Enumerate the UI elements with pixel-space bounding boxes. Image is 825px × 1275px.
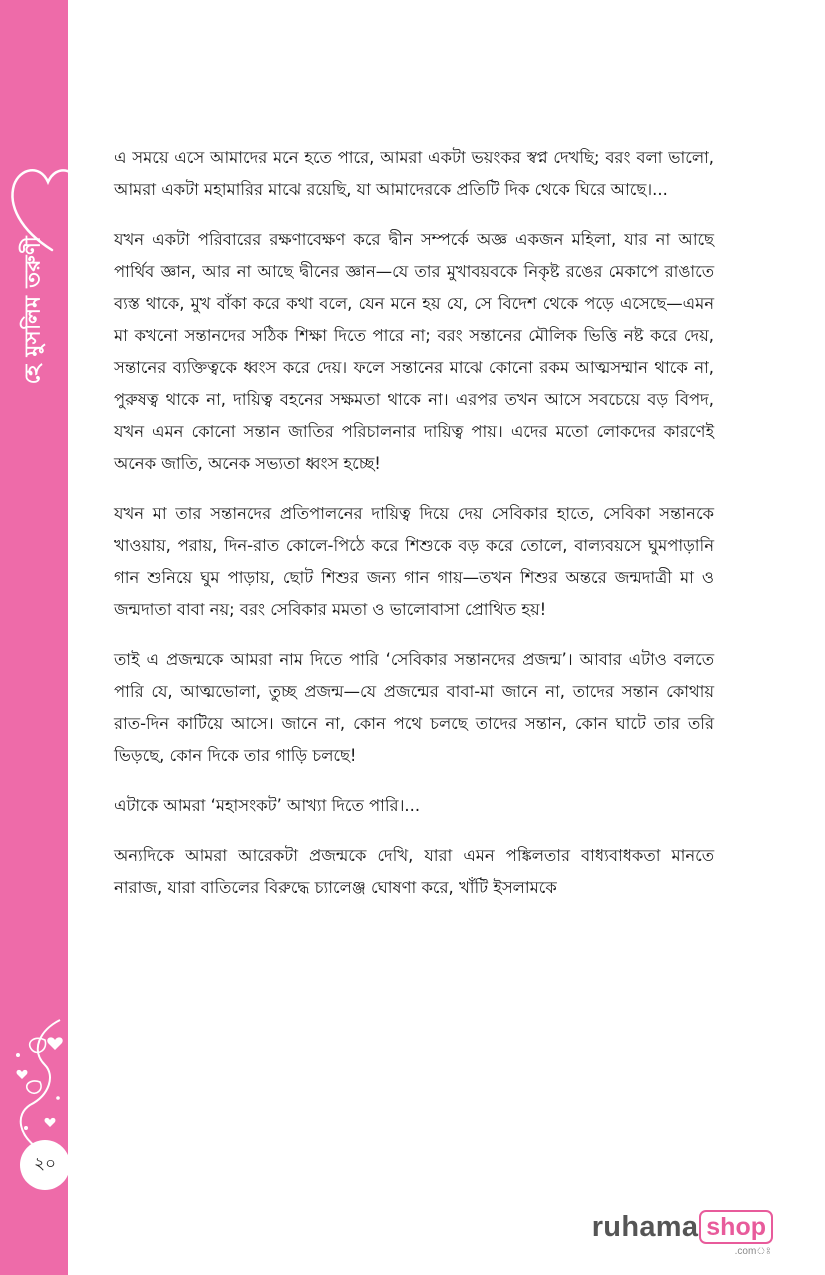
brand-shop-badge: shop <box>699 1210 773 1244</box>
paragraph: এটাকে আমরা ‘মহাসংকট’ আখ্যা দিতে পারি।... <box>114 796 421 815</box>
paragraph: এ সময়ে এসে আমাদের মনে হতে পারে, আমরা একটা ভয়ংকর স্বপ্ন দেখছি; বরং বলা ভালো, আমরা একটা মহামারির মাঝে রয়েছি, যা আমাদেরকে প্রতিটি দিক থেকে ঘিরে আছে।... <box>114 148 714 199</box>
brand-name: ruhama <box>591 1210 699 1243</box>
paragraph: যখন মা তার সন্তানদের প্রতিপালনের দায়িত্ব দিয়ে দেয় সেবিকার হাতে, সেবিকা সন্তানকে খাওয়ায়, পরায়, দিন-রাত কোলে-পিঠে করে শিশুকে বড় করে তোলে, বাল্যবয়সে ঘুমপাড়ানি গান শুনিয়ে ঘুম পাড়ায়, ছোট শিশুর জন্য গান গায়—তখন শিশুর অন্তরে জন্মদাত্রী মা ও জন্মদাতা বাবা নয়; বরং সেবিকার মমতা ও ভালোবাসা প্রোথিত হয়! <box>114 504 714 619</box>
book-title: হে মুসলিম তরুণী <box>20 235 45 385</box>
page-number-badge <box>20 1140 70 1190</box>
brand-suffix: .comঃ <box>734 1246 771 1257</box>
publisher-logo <box>591 1210 773 1257</box>
paragraph: যখন একটা পরিবারের রক্ষণাবেক্ষণ করে দ্বীন সম্পর্কে অজ্ঞ একজন মহিলা, যার না আছে পার্থিব জ্ঞান, আর না আছে দ্বীনের জ্ঞান—যে তার মুখাবয়বকে নিকৃষ্ট রঙের মেকাপে রাঙাতে ব্যস্ত থাকে, মুখ বাঁকা করে কথা বলে, যেন মনে হয় যে, সে বিদেশ থেকে পড়ে এসেছে—এমন মা কখনো সন্তানদের সঠিক শিক্ষা দিতে পারে না; বরং সন্তানের মৌলিক ভিত্তি নষ্ট করে দেয়, সন্তানের ব্যক্তিত্বকে ধ্বংস করে দেয়। ফলে সন্তানের মাঝে কোনো রকম আত্মসম্মান থাকে না, পুরুষত্ব থাকে না, দায়িত্ব বহনের সক্ষমতা থাকে না। এরপর তখন আসে সবচেয়ে বড় বিপদ, যখন এমন কোনো সন্তান জাতির পরিচালনার দায়িত্ব পায়। এদের মতো লোকদের কারণেই অনেক জাতি, অনেক সভ্যতা ধ্বংস হচ্ছে! <box>114 230 714 473</box>
paragraph: তাই এ প্রজন্মকে আমরা নাম দিতে পারি ‘সেবিকার সন্তানদের প্রজন্ম’। আবার এটাও বলতে পারি যে, আত্মভোলা, তুচ্ছ প্রজন্ম—যে প্রজন্মের বাবা-মা জানে না, তাদের সন্তান কোথায় রাত-দিন কাটিয়ে আসে। জানে না, কোন পথে চলছে তাদের সন্তান, কোন ঘাটে তার তরি ভিড়ছে, কোন দিকে তার গাড়ি চলছে! <box>114 650 714 765</box>
sidebar-band <box>0 0 68 1275</box>
body-text <box>114 142 714 922</box>
page-number: ২০ <box>33 1154 57 1174</box>
paragraph: অন্যদিকে আমরা আরেকটা প্রজন্মকে দেখি, যারা এমন পঙ্কিলতার বাধ্যবাধকতা মানতে নারাজ, যারা বাতিলের বিরুদ্ধে চ্যালেঞ্জ ঘোষণা করে, খাঁটি ইসলামকে <box>114 846 714 897</box>
floral-ornament-icon <box>0 1010 80 1160</box>
